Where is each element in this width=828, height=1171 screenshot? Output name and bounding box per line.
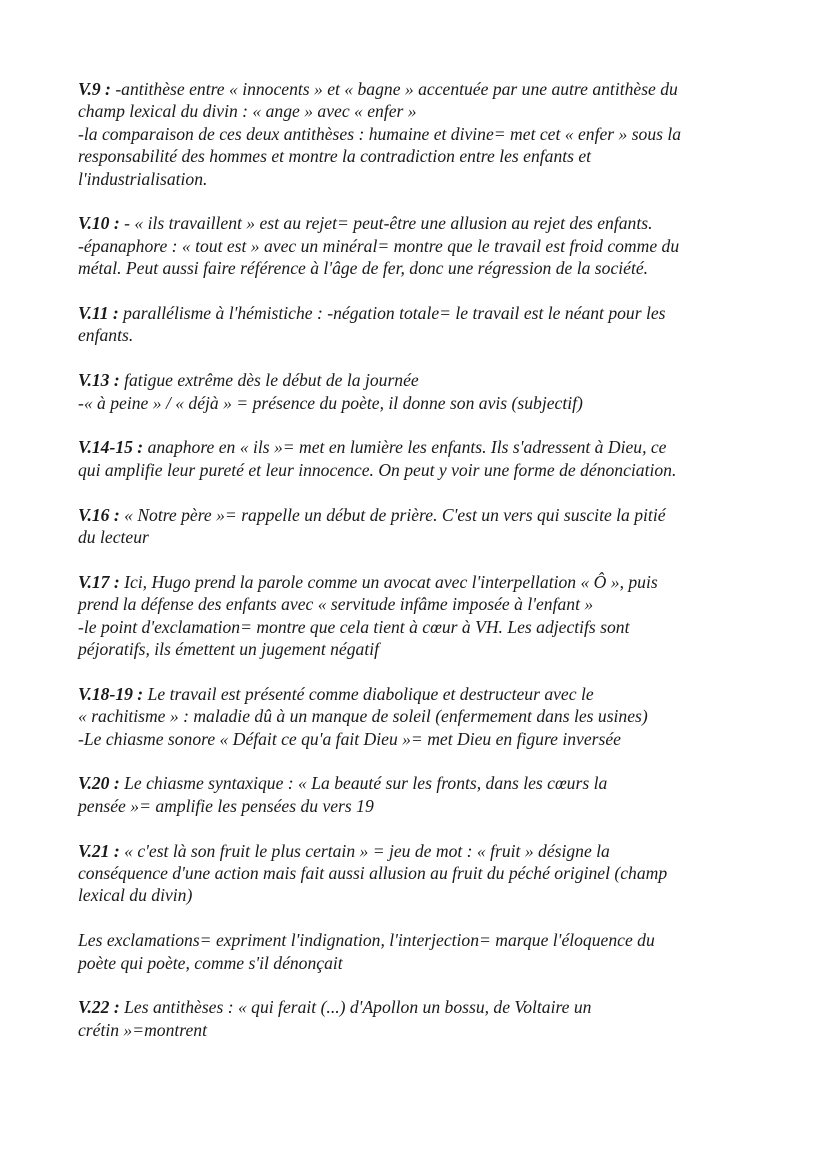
line-text: poète qui poète, comme s'il dénonçait [78,952,343,973]
text-line [78,616,758,638]
line-text: « rachitisme » : maladie dû à un manque de soleil (enfermement dans les usines) [78,706,648,727]
text-line [78,526,758,548]
line-text: conséquence d'une action mais fait aussi allusion au fruit du péché originel (champ [78,863,668,884]
text-line [78,996,758,1018]
text-line [78,504,758,526]
text-line [78,884,758,906]
line-text: champ lexical du divin : « ange » avec « enfer » [78,101,417,122]
line-text: responsabilité des hommes et montre la contradiction entre les enfants et [78,146,592,167]
line-text: péjoratifs, ils émettent un jugement négatif [78,639,380,660]
line-text: « c'est là son fruit le plus certain » = jeu de mot : « fruit » désigne la [119,840,610,861]
text-line [78,436,758,458]
paragraph [78,369,758,414]
line-text: anaphore en « ils »= met en lumière les enfants. Ils s'adressent à Dieu, ce [143,437,667,458]
verse-label: V.17 : [78,571,120,592]
paragraph [78,436,758,481]
text-line [78,168,758,190]
line-text: enfants. [78,325,134,346]
verse-label: V.21 : [78,840,120,861]
line-text: Les antithèses : « qui ferait (...) d'Apollon un bossu, de Voltaire un [119,997,592,1018]
text-line [78,123,758,145]
line-text: métal. Peut aussi faire référence à l'âge de fer, donc une régression de la société. [78,258,649,279]
text-line [78,235,758,257]
text-line [78,862,758,884]
document-page [78,78,758,1064]
text-line [78,145,758,167]
text-line [78,78,758,100]
verse-label: V.14-15 : [78,437,144,458]
text-line [78,705,758,727]
line-text: -antithèse entre « innocents » et « bagne » accentuée par une autre antithèse du [110,79,678,99]
text-line [78,840,758,862]
text-line [78,459,758,481]
line-text: -épanaphore : « tout est » avec un minéral= montre que le travail est froid comme du [78,235,680,256]
text-line [78,952,758,974]
text-line [78,571,758,593]
line-text: fatigue extrême dès le début de la journée [119,370,419,391]
text-line [78,638,758,660]
text-line [78,1019,758,1041]
verse-label: V.20 : [78,773,120,794]
paragraph [78,302,758,347]
paragraph [78,996,758,1041]
verse-label: V.22 : [78,997,120,1018]
line-text: l'industrialisation. [78,168,208,189]
paragraph [78,571,758,661]
paragraph [78,840,758,907]
line-text: - « ils travaillent » est au rejet= peut-être une allusion au rejet des enfants. [119,213,653,234]
line-text: « Notre père »= rappelle un début de prière. C'est un vers qui suscite la pitié [119,504,666,525]
text-line [78,772,758,794]
paragraph [78,212,758,279]
line-text: -« à peine » / « déjà » = présence du poète, il donne son avis (subjectif) [78,392,583,413]
paragraph [78,504,758,549]
line-text: qui amplifie leur pureté et leur innocence. On peut y voir une forme de dénonciation. [78,459,677,480]
text-line [78,929,758,951]
verse-label: V.13 : [78,370,120,391]
text-line [78,324,758,346]
text-line [78,593,758,615]
line-text: parallélisme à l'hémistiche : -négation totale= le travail est le néant pour les [118,303,666,324]
paragraph [78,929,758,974]
verse-label: V.9 : [78,79,111,99]
line-text: -la comparaison de ces deux antithèses : humaine et divine= met cet « enfer » sous la [78,123,682,144]
paragraph [78,78,758,190]
text-line [78,728,758,750]
verse-label: V.10 : [78,213,120,234]
text-line [78,302,758,324]
line-text: prend la défense des enfants avec « servitude infâme imposée à l'enfant » [78,594,594,615]
line-text: Le travail est présenté comme diabolique et destructeur avec le [143,683,594,704]
text-line [78,257,758,279]
line-text: Ici, Hugo prend la parole comme un avocat avec l'interpellation « Ô », puis [119,571,658,592]
line-text: -le point d'exclamation= montre que cela tient à cœur à VH. Les adjectifs sont [78,616,630,637]
line-text: crétin »=montrent [78,1019,207,1040]
text-line [78,392,758,414]
line-text: lexical du divin) [78,885,193,906]
paragraph [78,772,758,817]
paragraph [78,683,758,750]
line-text: du lecteur [78,527,149,548]
text-line [78,100,758,122]
verse-label: V.11 : [78,303,119,324]
line-text: -Le chiasme sonore « Défait ce qu'a fait Dieu »= met Dieu en figure inversée [78,728,621,749]
verse-label: V.16 : [78,504,120,525]
text-line [78,683,758,705]
text-line [78,369,758,391]
text-line [78,795,758,817]
line-text: Le chiasme syntaxique : « La beauté sur les fronts, dans les cœurs la [119,773,608,794]
text-line [78,212,758,234]
verse-label: V.18-19 : [78,683,144,704]
line-text: Les exclamations= expriment l'indignation, l'interjection= marque l'éloquence du [78,930,655,951]
line-text: pensée »= amplifie les pensées du vers 19 [78,795,374,816]
